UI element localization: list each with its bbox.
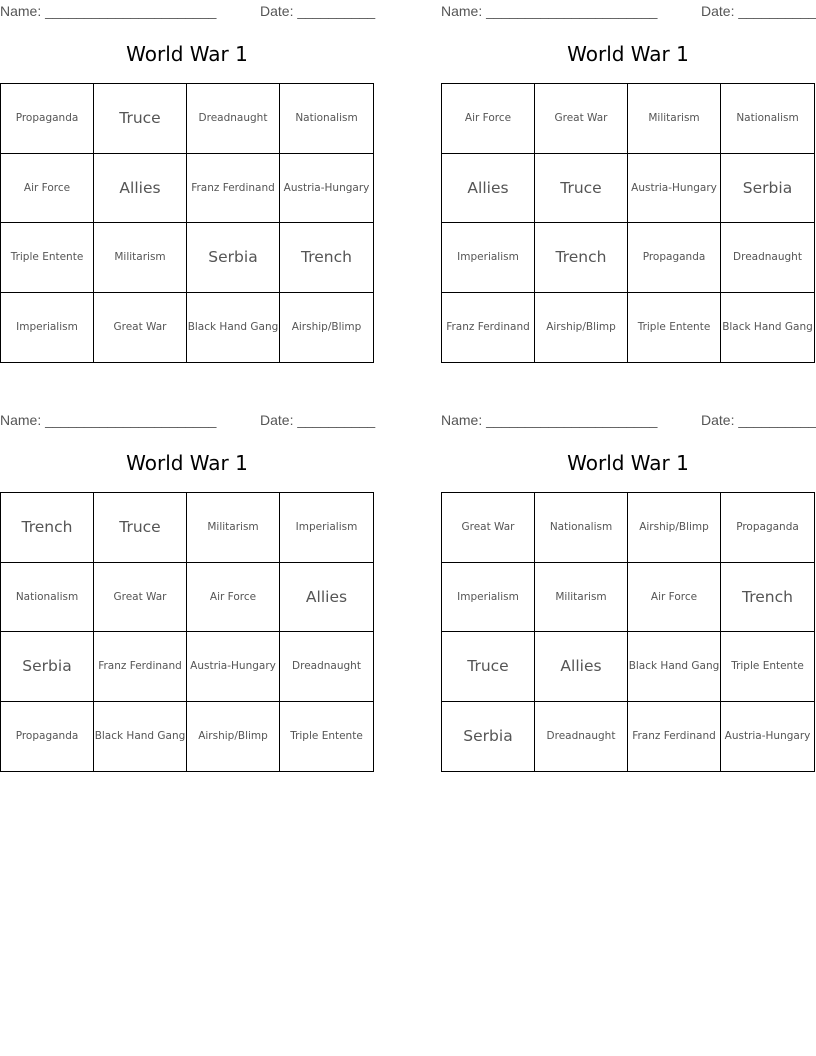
bingo-cell: Militarism xyxy=(535,563,628,633)
bingo-cell: Dreadnaught xyxy=(721,223,814,293)
bingo-cell: Airship/Blimp xyxy=(187,702,280,772)
bingo-cell: Black Hand Gang xyxy=(628,632,721,702)
bingo-cell: Great War xyxy=(442,493,535,563)
bingo-grid xyxy=(441,83,815,363)
bingo-cell: Dreadnaught xyxy=(187,84,280,154)
card-title: World War 1 xyxy=(126,451,248,475)
bingo-cell: Austria-Hungary xyxy=(280,154,373,224)
bingo-cell: Great War xyxy=(94,293,187,363)
bingo-cell: Airship/Blimp xyxy=(628,493,721,563)
bingo-cell: Truce xyxy=(94,84,187,154)
bingo-cell: Trench xyxy=(535,223,628,293)
bingo-cell: Allies xyxy=(442,154,535,224)
bingo-cell: Truce xyxy=(94,493,187,563)
bingo-cell: Imperialism xyxy=(280,493,373,563)
bingo-cell: Truce xyxy=(535,154,628,224)
bingo-cell: Austria-Hungary xyxy=(187,632,280,702)
bingo-cell: Austria-Hungary xyxy=(724,730,811,743)
bingo-cell: Black Hand Gang xyxy=(187,293,280,363)
bingo-cell: Imperialism xyxy=(442,563,535,633)
bingo-cell: Serbia xyxy=(721,154,814,224)
bingo-cell: Franz Ferdinand xyxy=(187,154,280,224)
date-field: Date: __________ xyxy=(260,3,376,19)
date-field: Date: __________ xyxy=(701,412,816,428)
bingo-cell: Triple Entente xyxy=(1,223,94,293)
bingo-cell: Trench xyxy=(280,223,373,293)
bingo-grid xyxy=(0,492,374,772)
bingo-cell: Austria-Hungary xyxy=(628,154,721,224)
bingo-cell: Allies xyxy=(280,563,373,633)
bingo-cell: Franz Ferdinand xyxy=(628,702,721,772)
bingo-cell: Franz Ferdinand xyxy=(442,293,535,363)
bingo-cell: Militarism xyxy=(94,223,187,293)
name-field: Name: ______________________ xyxy=(441,3,658,19)
bingo-cell: Airship/Blimp xyxy=(291,321,362,334)
bingo-cell: Nationalism xyxy=(535,493,628,563)
bingo-cell: Triple Entente xyxy=(721,632,814,702)
bingo-cell: Dreadnaught xyxy=(280,632,373,702)
bingo-cell: Great War xyxy=(94,563,187,633)
bingo-cell: Nationalism xyxy=(721,84,814,154)
bingo-cell: Truce xyxy=(442,632,535,702)
bingo-cell: Trench xyxy=(1,493,94,563)
card-header xyxy=(441,409,816,431)
bingo-cell: Imperialism xyxy=(1,293,94,363)
card-title: World War 1 xyxy=(126,42,248,66)
date-field: Date: __________ xyxy=(260,412,376,428)
bingo-cell: Franz Ferdinand xyxy=(94,632,187,702)
bingo-cell: Dreadnaught xyxy=(535,702,628,772)
bingo-cell: Trench xyxy=(721,563,814,633)
bingo-cell: Propaganda xyxy=(1,84,94,154)
bingo-grid xyxy=(441,492,815,772)
bingo-cell: Air Force xyxy=(628,563,721,633)
name-field: Name: ______________________ xyxy=(0,3,217,19)
card-header xyxy=(0,0,376,22)
bingo-cell: Airship/Blimp xyxy=(535,293,628,363)
card-title: World War 1 xyxy=(567,42,689,66)
bingo-cell: Militarism xyxy=(187,493,280,563)
bingo-cell: Nationalism xyxy=(1,563,94,633)
bingo-cell: Black Hand Gang xyxy=(722,321,813,334)
bingo-cell: Black Hand Gang xyxy=(94,702,187,772)
bingo-cell: Serbia xyxy=(442,702,535,772)
bingo-cell: Propaganda xyxy=(721,493,814,563)
bingo-cell: Serbia xyxy=(1,632,94,702)
bingo-cell: Triple Entente xyxy=(290,730,363,743)
bingo-cell: Imperialism xyxy=(442,223,535,293)
card-header xyxy=(0,409,376,431)
bingo-cell: Triple Entente xyxy=(628,293,721,363)
bingo-cell: Air Force xyxy=(442,84,535,154)
name-field: Name: ______________________ xyxy=(0,412,217,428)
bingo-cell: Air Force xyxy=(1,154,94,224)
date-field: Date: __________ xyxy=(701,3,816,19)
bingo-cell: Nationalism xyxy=(280,84,373,154)
bingo-cell: Militarism xyxy=(628,84,721,154)
bingo-cell: Serbia xyxy=(187,223,280,293)
card-header xyxy=(441,0,816,22)
name-field: Name: ______________________ xyxy=(441,412,658,428)
bingo-cell: Allies xyxy=(535,632,628,702)
bingo-cell: Air Force xyxy=(187,563,280,633)
bingo-grid xyxy=(0,83,374,363)
bingo-cell: Allies xyxy=(94,154,187,224)
card-title: World War 1 xyxy=(567,451,689,475)
bingo-cell: Propaganda xyxy=(628,223,721,293)
bingo-cell: Propaganda xyxy=(1,702,94,772)
bingo-cell: Great War xyxy=(535,84,628,154)
